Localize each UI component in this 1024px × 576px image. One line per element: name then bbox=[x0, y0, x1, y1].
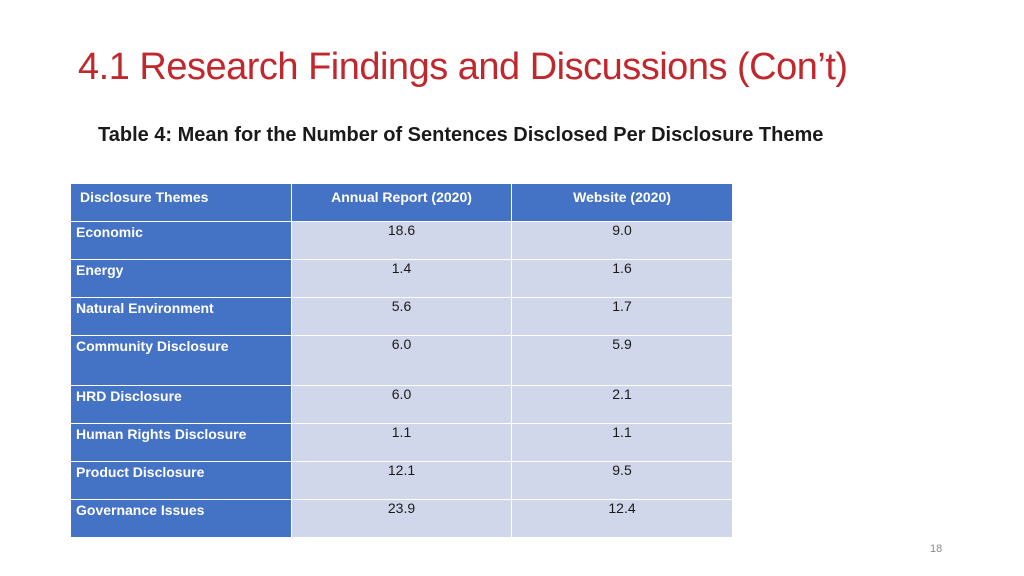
cell-website-value: 2.1 bbox=[512, 386, 733, 424]
cell-annual-value: 6.0 bbox=[292, 336, 512, 386]
cell-annual-value: 12.1 bbox=[292, 462, 512, 500]
disclosure-table bbox=[70, 183, 733, 538]
table-header-row bbox=[71, 184, 733, 222]
row-label-governance-issues: Governance Issues bbox=[71, 500, 292, 538]
header-disclosure-themes: Disclosure Themes bbox=[71, 184, 292, 222]
slide-title: 4.1 Research Findings and Discussions (Con’t) bbox=[78, 46, 848, 88]
row-label-hrd-disclosure: HRD Disclosure bbox=[71, 386, 292, 424]
table-row bbox=[71, 424, 733, 462]
table-row bbox=[71, 386, 733, 424]
cell-annual-value: 6.0 bbox=[292, 386, 512, 424]
header-annual-report: Annual Report (2020) bbox=[292, 184, 512, 222]
row-label-natural-environment: Natural Environment bbox=[71, 298, 292, 336]
row-label-economic: Economic bbox=[71, 222, 292, 260]
table-row bbox=[71, 222, 733, 260]
cell-website-value: 1.7 bbox=[512, 298, 733, 336]
cell-website-value: 1.6 bbox=[512, 260, 733, 298]
cell-annual-value: 23.9 bbox=[292, 500, 512, 538]
table-row bbox=[71, 298, 733, 336]
table-caption: Table 4: Mean for the Number of Sentences Disclosed Per Disclosure Theme bbox=[98, 124, 824, 146]
cell-annual-value: 18.6 bbox=[292, 222, 512, 260]
cell-website-value: 9.0 bbox=[512, 222, 733, 260]
row-label-community-disclosure: Community Disclosure bbox=[71, 336, 292, 386]
row-label-energy: Energy bbox=[71, 260, 292, 298]
header-website: Website (2020) bbox=[512, 184, 733, 222]
table-row bbox=[71, 260, 733, 298]
cell-website-value: 5.9 bbox=[512, 336, 733, 386]
page-number: 18 bbox=[930, 543, 943, 555]
row-label-product-disclosure: Product Disclosure bbox=[71, 462, 292, 500]
cell-annual-value: 1.4 bbox=[292, 260, 512, 298]
cell-website-value: 1.1 bbox=[512, 424, 733, 462]
cell-annual-value: 1.1 bbox=[292, 424, 512, 462]
table-row bbox=[71, 336, 733, 386]
cell-annual-value: 5.6 bbox=[292, 298, 512, 336]
cell-website-value: 12.4 bbox=[512, 500, 733, 538]
table-row bbox=[71, 462, 733, 500]
row-label-human-rights-disclosure: Human Rights Disclosure bbox=[71, 424, 292, 462]
table-row bbox=[71, 500, 733, 538]
cell-website-value: 9.5 bbox=[512, 462, 733, 500]
